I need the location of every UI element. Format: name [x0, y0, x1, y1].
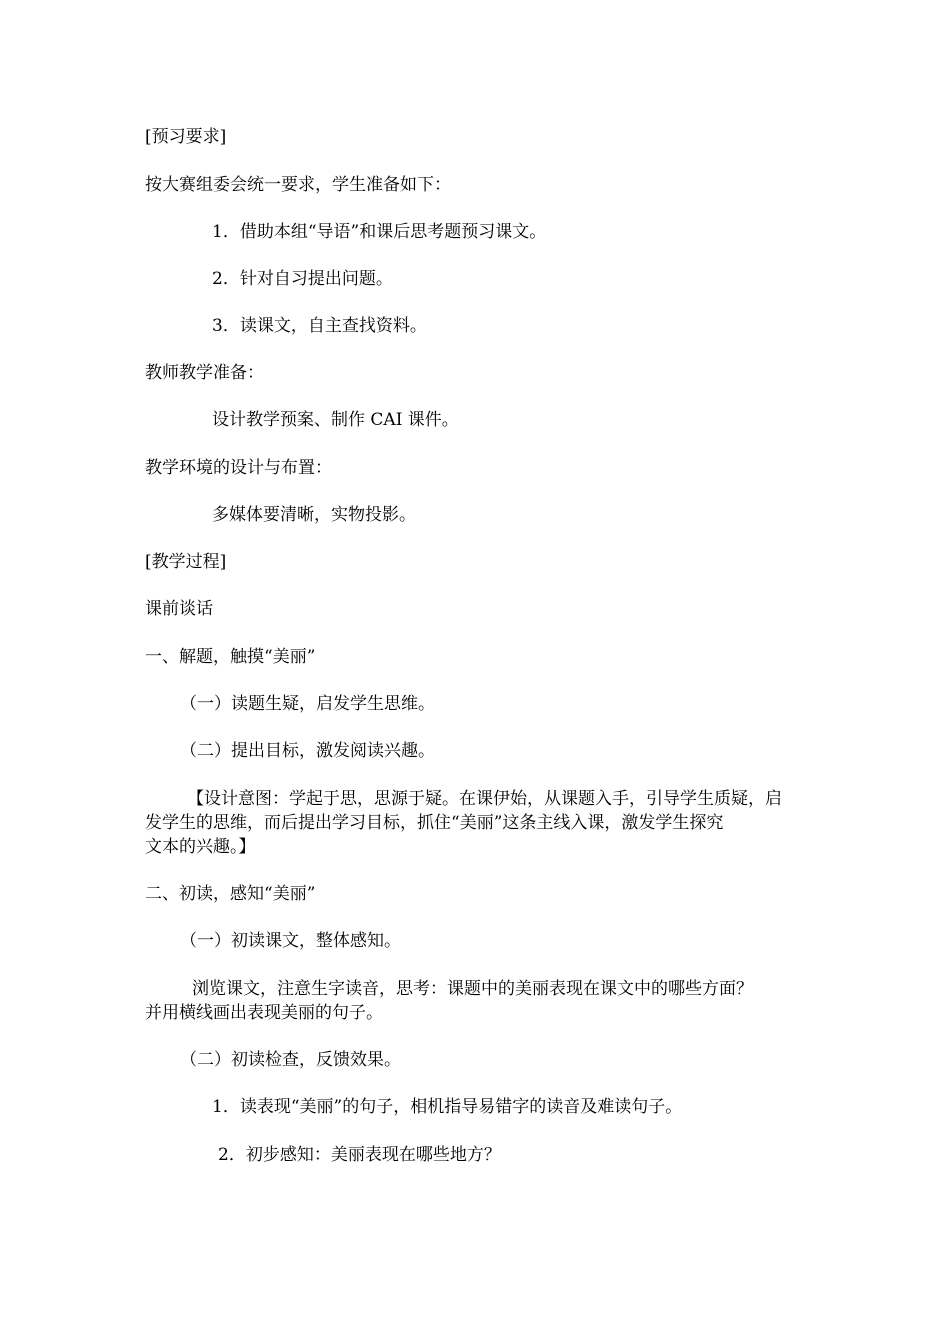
environment-label: 教学环境的设计与布置： — [145, 458, 332, 478]
section-2-item-1: （一）初读课文，整体感知。 — [180, 931, 401, 951]
check-item-2: 2．初步感知：美丽表现在哪些地方？ — [218, 1145, 501, 1165]
design-intent-line-2: 发学生的思维，而后提出学习目标，抓住“美丽”这条主线入课，激发学生探究 — [145, 813, 724, 833]
preview-requirements-heading: [预习要求] — [145, 127, 227, 147]
section-1-item-2: （二）提出目标，激发阅读兴趣。 — [180, 741, 435, 761]
section-2-item-2: （二）初读检查，反馈效果。 — [180, 1050, 401, 1070]
teacher-prep-text: 设计教学预案、制作 CAI 课件。 — [212, 410, 459, 430]
teaching-process-heading: [教学过程] — [145, 552, 227, 572]
student-prep-item-2: 2．针对自习提出问题。 — [212, 269, 393, 289]
section-2-title: 二、初读，感知“美丽” — [145, 884, 316, 904]
section-1-item-1: （一）读题生疑，启发学生思维。 — [180, 694, 435, 714]
student-prep-item-1: 1．借助本组“导语”和课后思考题预习课文。 — [212, 222, 547, 242]
check-item-1: 1．读表现“美丽”的句子，相机指导易错字的读音及难读句子。 — [212, 1097, 683, 1117]
pre-class-talk: 课前谈话 — [145, 599, 213, 619]
design-intent-line-1: 【设计意图：学起于思，思源于疑。在课伊始，从课题入手，引导学生质疑，启 — [187, 789, 782, 809]
browse-instruction-line-1: 浏览课文，注意生字读音，思考：课题中的美丽表现在课文中的哪些方面？ — [192, 979, 753, 999]
environment-text: 多媒体要清晰，实物投影。 — [212, 505, 416, 525]
design-intent-line-3: 文本的兴趣。】 — [145, 837, 256, 857]
student-prep-intro: 按大赛组委会统一要求，学生准备如下： — [145, 175, 451, 195]
student-prep-item-3: 3．读课文，自主查找资料。 — [212, 316, 427, 336]
browse-instruction-line-2: 并用横线画出表现美丽的句子。 — [145, 1003, 383, 1023]
teacher-prep-label: 教师教学准备： — [145, 363, 264, 383]
section-1-title: 一、解题，触摸“美丽” — [145, 647, 316, 667]
